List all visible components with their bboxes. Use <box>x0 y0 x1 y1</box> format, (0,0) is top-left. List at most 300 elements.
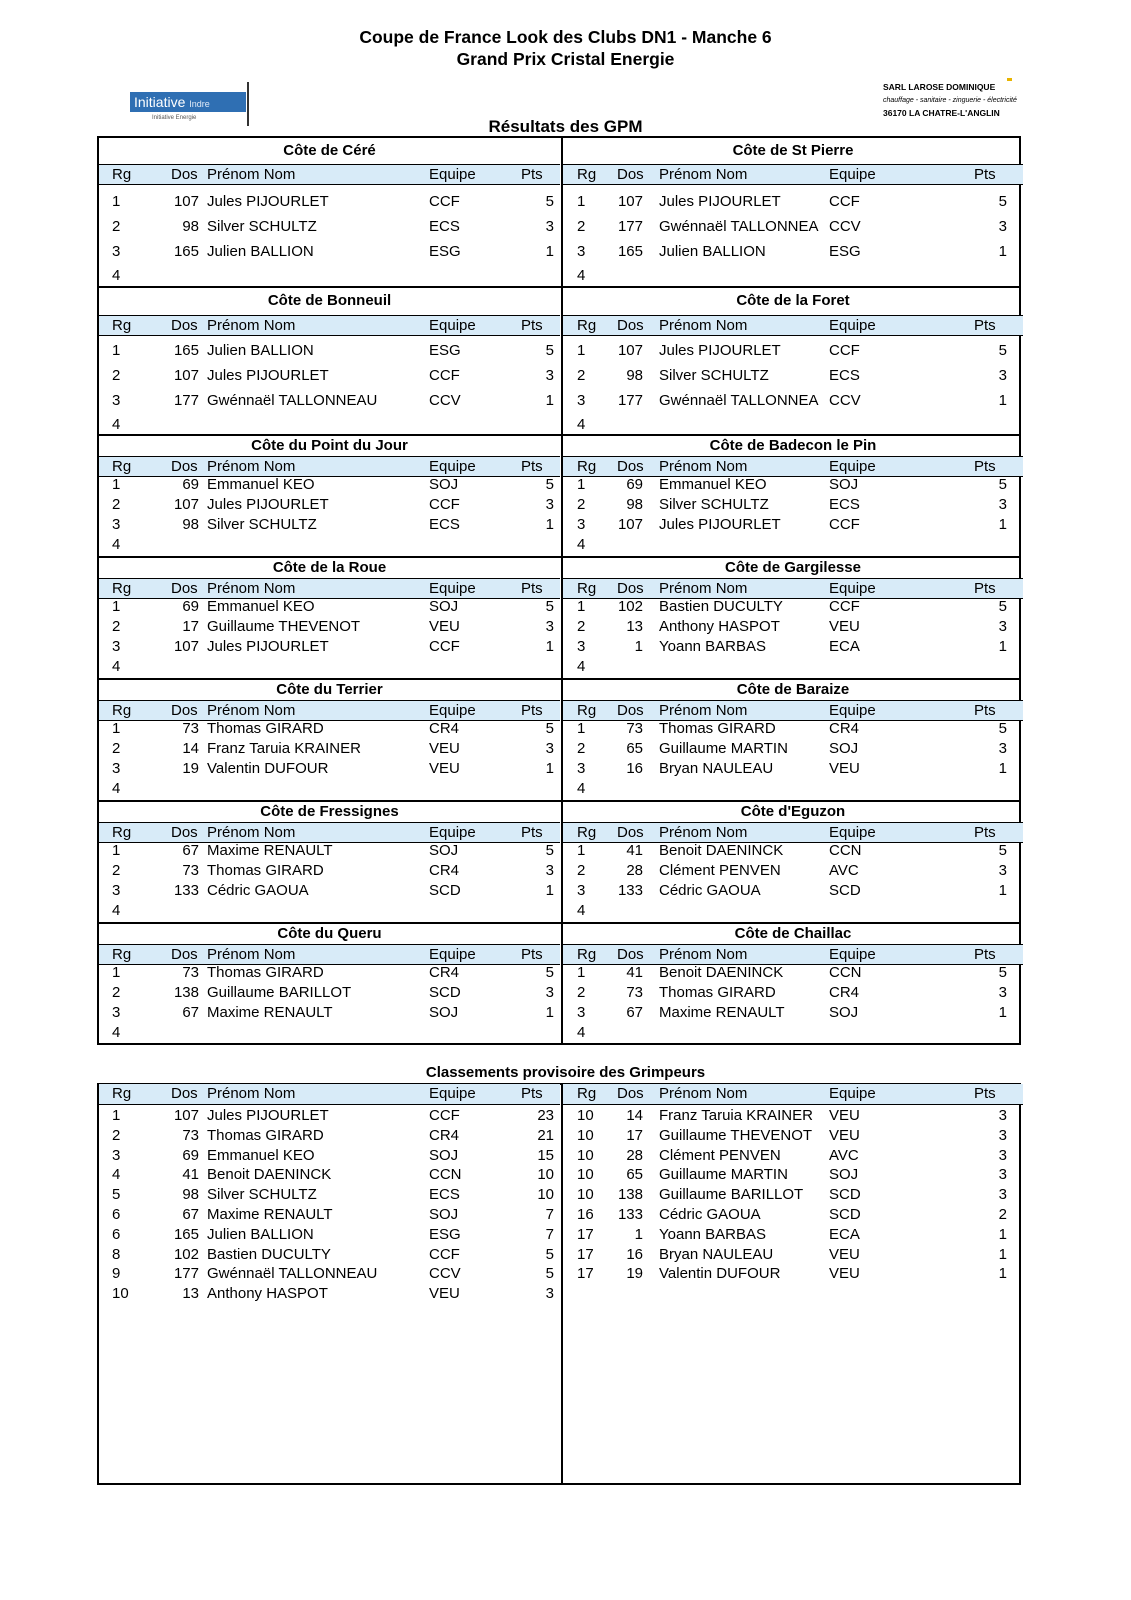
row-cell-pts: 1 <box>998 1004 1007 1021</box>
column-header-dos: Dos <box>617 1085 644 1102</box>
row-cell-equipe: ECS <box>829 496 860 513</box>
standings-cell-rg: 3 <box>112 1146 121 1164</box>
column-header-dos: Dos <box>617 317 644 334</box>
row-cell-dos: 133 <box>173 882 199 899</box>
document-title: Coupe de France Look des Clubs DN1 - Manche 6 <box>359 27 772 47</box>
row-cell-equipe: CCF <box>829 598 860 615</box>
row-cell-rg: 1 <box>112 342 121 359</box>
row-cell-dos: 107 <box>173 638 199 655</box>
row-cell-equipe: CR4 <box>429 720 460 737</box>
column-header-dos: Dos <box>171 458 198 475</box>
column-header-nom: Prénom Nom <box>207 702 296 719</box>
row-cell-rg: 2 <box>577 984 586 1001</box>
row-cell-dos: 73 <box>182 862 199 879</box>
row-cell-nom: Jules PIJOURLET <box>659 516 781 533</box>
row-cell-rg: 4 <box>112 267 121 284</box>
row-cell-rg: 1 <box>112 598 121 615</box>
column-header-pts: Pts <box>974 702 996 719</box>
row-cell-rg: 3 <box>112 1004 121 1021</box>
row-cell-rg: 1 <box>112 476 121 493</box>
column-header-rg: Rg <box>112 824 132 841</box>
column-header-nom: Prénom Nom <box>207 580 296 597</box>
standings-cell-pts: 1 <box>998 1265 1007 1283</box>
column-header-equipe: Equipe <box>429 824 476 841</box>
column-header-pts: Pts <box>974 580 996 597</box>
standings-cell-nom: Bryan NAULEAU <box>659 1245 774 1263</box>
row-cell-dos: 165 <box>173 243 199 260</box>
column-header-nom: Prénom Nom <box>659 824 748 841</box>
column-header-equipe: Equipe <box>829 317 876 334</box>
standings-cell-pts: 7 <box>545 1225 554 1243</box>
climb-name: Côte de la Foret <box>736 292 850 309</box>
row-cell-equipe: SOJ <box>829 1004 859 1021</box>
climb-name: Côte de Céré <box>283 142 376 159</box>
column-header-row <box>563 456 1023 477</box>
standings-cell-rg: 17 <box>577 1245 594 1263</box>
column-header-row <box>99 578 560 599</box>
column-header-equipe: Equipe <box>429 702 476 719</box>
row-cell-rg: 3 <box>112 760 121 777</box>
climbs-bottom-border <box>97 1043 1021 1045</box>
standings-cell-equipe: SOJ <box>829 1166 859 1184</box>
column-header-equipe: Equipe <box>429 1085 476 1102</box>
standings-cell-nom: Clément PENVEN <box>659 1146 781 1164</box>
row-cell-equipe: ESG <box>829 243 861 260</box>
climb-table-left <box>99 138 560 286</box>
standings-cell-dos: 19 <box>626 1265 643 1283</box>
row-cell-rg: 4 <box>577 780 586 797</box>
row-cell-equipe: SOJ <box>429 842 459 859</box>
standings-cell-nom: Yoann BARBAS <box>659 1225 767 1243</box>
row-cell-rg: 3 <box>112 638 121 655</box>
row-cell-dos: 14 <box>182 740 199 757</box>
standings-cell-rg: 8 <box>112 1245 121 1263</box>
row-cell-nom: Jules PIJOURLET <box>659 342 781 359</box>
row-cell-nom: Silver SCHULTZ <box>207 516 317 533</box>
column-header-equipe: Equipe <box>829 946 876 963</box>
row-cell-nom: Maxime RENAULT <box>207 1004 333 1021</box>
row-cell-nom: Jules PIJOURLET <box>659 193 781 210</box>
row-cell-dos: 73 <box>626 720 643 737</box>
row-cell-rg: 2 <box>112 740 121 757</box>
column-header-pts: Pts <box>521 1085 543 1102</box>
row-cell-rg: 3 <box>577 638 586 655</box>
column-header-equipe: Equipe <box>429 166 476 183</box>
row-cell-rg: 3 <box>577 243 586 260</box>
standings-cell-pts: 23 <box>537 1107 554 1124</box>
climb-section <box>97 678 1021 800</box>
standings-cell-pts: 21 <box>537 1126 554 1144</box>
column-header-rg: Rg <box>577 702 597 719</box>
row-cell-rg: 4 <box>112 1024 121 1041</box>
column-header-row <box>563 700 1023 721</box>
row-cell-nom: Bryan NAULEAU <box>659 760 774 777</box>
row-cell-rg: 3 <box>577 516 586 533</box>
row-cell-dos: 107 <box>173 367 199 384</box>
row-cell-nom: Anthony HASPOT <box>659 618 780 635</box>
row-cell-dos: 67 <box>182 842 199 859</box>
row-cell-equipe: ECS <box>829 367 860 384</box>
row-cell-nom: Yoann BARBAS <box>659 638 767 655</box>
standings-cell-pts: 3 <box>998 1166 1007 1184</box>
row-cell-equipe: CCV <box>829 392 861 409</box>
row-cell-nom: Julien BALLION <box>659 243 766 260</box>
row-cell-pts: 1 <box>545 882 554 899</box>
column-header-row <box>99 944 560 965</box>
row-cell-pts: 3 <box>998 496 1007 513</box>
row-cell-equipe: CCF <box>829 193 860 210</box>
row-cell-equipe: SOJ <box>829 476 859 493</box>
row-cell-nom: Thomas GIRARD <box>659 720 776 737</box>
row-cell-dos: 165 <box>617 243 643 260</box>
row-cell-equipe: CCN <box>829 842 862 859</box>
row-cell-rg: 3 <box>577 1004 586 1021</box>
standings-cell-nom: Bastien DUCULTY <box>207 1245 331 1263</box>
row-cell-dos: 107 <box>617 193 643 210</box>
standings-cell-dos: 73 <box>182 1126 199 1144</box>
standings-cell-rg: 2 <box>112 1126 121 1144</box>
climb-name: Côte de Baraize <box>736 681 850 698</box>
column-header-rg: Rg <box>112 458 132 475</box>
column-header-equipe: Equipe <box>429 458 476 475</box>
standings-cell-equipe: CR4 <box>429 1126 460 1144</box>
document-subtitle: Grand Prix Cristal Energie <box>456 49 675 69</box>
row-cell-nom: Emmanuel KEO <box>207 476 315 493</box>
column-header-nom: Prénom Nom <box>207 317 296 334</box>
row-cell-rg: 1 <box>577 476 586 493</box>
standings-cell-equipe: CCN <box>429 1166 462 1184</box>
column-header-nom: Prénom Nom <box>659 166 748 183</box>
column-header-pts: Pts <box>521 824 543 841</box>
row-cell-dos: 133 <box>617 882 643 899</box>
row-cell-rg: 1 <box>577 598 586 615</box>
column-header-row <box>563 578 1023 599</box>
row-cell-rg: 4 <box>112 902 121 919</box>
row-cell-rg: 2 <box>112 218 121 235</box>
climb-table-right <box>561 802 1023 922</box>
column-header-rg: Rg <box>577 946 597 963</box>
row-cell-dos: 13 <box>626 618 643 635</box>
row-cell-dos: 138 <box>173 984 199 1001</box>
climb-table-right <box>561 436 1023 556</box>
row-cell-equipe: SOJ <box>429 1004 459 1021</box>
column-header-pts: Pts <box>521 458 543 475</box>
row-cell-nom: Silver SCHULTZ <box>659 367 769 384</box>
standings-cell-dos: 138 <box>617 1186 643 1204</box>
column-header-equipe: Equipe <box>429 317 476 334</box>
row-cell-nom: Gwénnaël TALLONNEA <box>659 218 819 235</box>
standings-cell-rg: 6 <box>112 1225 121 1243</box>
row-cell-equipe: CCF <box>829 516 860 533</box>
standings-left <box>99 1085 560 1483</box>
row-cell-pts: 3 <box>998 740 1007 757</box>
row-cell-rg: 3 <box>577 882 586 899</box>
row-cell-nom: Jules PIJOURLET <box>207 638 329 655</box>
row-cell-rg: 2 <box>577 218 586 235</box>
column-header-equipe: Equipe <box>829 166 876 183</box>
sponsor-line-3: 36170 LA CHATRE-L'ANGLIN <box>883 108 1000 118</box>
column-header-row <box>563 822 1023 843</box>
sponsor-line-2: chauffage - sanitaire - zinguerie - électricité <box>883 97 1017 104</box>
column-header-pts: Pts <box>974 946 996 963</box>
climb-name: Côte de St Pierre <box>732 142 854 159</box>
row-cell-pts: 3 <box>998 862 1007 879</box>
column-header-row <box>563 944 1023 965</box>
column-header-nom: Prénom Nom <box>207 166 296 183</box>
climb-table-left <box>99 680 560 800</box>
results-section-title: Résultats des GPM <box>488 117 643 136</box>
row-cell-pts: 3 <box>998 618 1007 635</box>
row-cell-pts: 1 <box>998 516 1007 533</box>
row-cell-pts: 5 <box>545 720 554 737</box>
column-header-row <box>99 822 560 843</box>
standings-cell-dos: 177 <box>173 1265 199 1283</box>
row-cell-pts: 5 <box>545 598 554 615</box>
row-cell-equipe: ESG <box>429 342 461 359</box>
standings-cell-dos: 107 <box>173 1107 199 1124</box>
climb-table-left <box>99 924 560 1044</box>
standings-cell-nom: Gwénnaël TALLONNEAU <box>207 1265 378 1283</box>
column-header-equipe: Equipe <box>829 702 876 719</box>
column-header-row <box>563 1084 1023 1105</box>
standings-cell-equipe: VEU <box>829 1107 860 1124</box>
standings-cell-pts: 2 <box>998 1206 1007 1223</box>
row-cell-rg: 1 <box>577 193 586 210</box>
row-cell-nom: Clément PENVEN <box>659 862 781 879</box>
standings-cell-nom: Benoit DAENINCK <box>207 1166 332 1184</box>
row-cell-equipe: AVC <box>829 862 859 879</box>
standings-cell-dos: 14 <box>626 1107 643 1124</box>
standings-cell-nom: Jules PIJOURLET <box>207 1107 329 1124</box>
standings-cell-equipe: VEU <box>829 1265 860 1283</box>
row-cell-equipe: CCF <box>429 638 460 655</box>
row-cell-nom: Julien BALLION <box>207 342 314 359</box>
column-header-nom: Prénom Nom <box>659 702 748 719</box>
row-cell-pts: 5 <box>545 193 554 210</box>
row-cell-equipe: CR4 <box>829 984 860 1001</box>
standings-cell-nom: Guillaume BARILLOT <box>659 1186 804 1204</box>
row-cell-dos: 107 <box>617 342 643 359</box>
row-cell-pts: 3 <box>545 496 554 513</box>
standings-cell-rg: 9 <box>112 1265 121 1283</box>
standings-cell-equipe: CCF <box>429 1107 460 1124</box>
row-cell-rg: 1 <box>112 964 121 981</box>
row-cell-dos: 69 <box>182 476 199 493</box>
climb-name: Côte de la Roue <box>272 559 387 576</box>
row-cell-dos: 19 <box>182 760 199 777</box>
row-cell-rg: 4 <box>112 416 121 433</box>
standings-cell-nom: Valentin DUFOUR <box>659 1265 781 1283</box>
standings-cell-pts: 3 <box>998 1107 1007 1124</box>
row-cell-dos: 73 <box>626 984 643 1001</box>
standings-cell-rg: 10 <box>577 1166 594 1184</box>
row-cell-rg: 3 <box>112 243 121 260</box>
row-cell-nom: Guillaume BARILLOT <box>207 984 352 1001</box>
standings-cell-nom: Maxime RENAULT <box>207 1206 333 1223</box>
row-cell-pts: 1 <box>998 243 1007 260</box>
row-cell-pts: 3 <box>545 218 554 235</box>
standings-cell-dos: 16 <box>626 1245 643 1263</box>
standings-cell-equipe: CCF <box>429 1245 460 1263</box>
row-cell-rg: 1 <box>112 720 121 737</box>
column-header-nom: Prénom Nom <box>207 1085 296 1102</box>
row-cell-pts: 3 <box>545 367 554 384</box>
standings-cell-dos: 69 <box>182 1146 199 1164</box>
column-header-pts: Pts <box>974 824 996 841</box>
row-cell-rg: 3 <box>112 882 121 899</box>
row-cell-equipe: CCF <box>429 496 460 513</box>
standings-cell-dos: 165 <box>173 1225 199 1243</box>
column-header-equipe: Equipe <box>829 458 876 475</box>
standings-cell-pts: 1 <box>998 1225 1007 1243</box>
row-cell-rg: 2 <box>112 496 121 513</box>
column-header-dos: Dos <box>171 580 198 597</box>
standings-cell-nom: Anthony HASPOT <box>207 1285 328 1303</box>
column-header-equipe: Equipe <box>429 946 476 963</box>
standings-cell-rg: 17 <box>577 1225 594 1243</box>
standings-cell-rg: 16 <box>577 1206 594 1223</box>
column-header-row <box>99 315 560 336</box>
column-header-dos: Dos <box>171 946 198 963</box>
logo-left-text: Initiative <box>134 94 186 110</box>
row-cell-dos: 98 <box>182 218 199 235</box>
column-header-dos: Dos <box>617 166 644 183</box>
row-cell-pts: 1 <box>545 516 554 533</box>
row-cell-equipe: CCV <box>829 218 861 235</box>
row-cell-pts: 1 <box>998 638 1007 655</box>
row-cell-dos: 107 <box>617 516 643 533</box>
row-cell-nom: Benoit DAENINCK <box>659 964 784 981</box>
row-cell-pts: 5 <box>998 476 1007 493</box>
row-cell-dos: 98 <box>626 367 643 384</box>
column-header-dos: Dos <box>171 317 198 334</box>
row-cell-dos: 177 <box>617 218 643 235</box>
column-header-equipe: Equipe <box>429 580 476 597</box>
climb-section <box>97 922 1021 1044</box>
row-cell-nom: Jules PIJOURLET <box>207 496 329 513</box>
column-header-pts: Pts <box>521 702 543 719</box>
column-header-row <box>99 1084 560 1105</box>
row-cell-equipe: VEU <box>829 618 860 635</box>
column-header-nom: Prénom Nom <box>659 458 748 475</box>
row-cell-rg: 2 <box>577 862 586 879</box>
row-cell-equipe: SCD <box>429 882 461 899</box>
standings-title: Classements provisoire des Grimpeurs <box>425 1064 706 1081</box>
column-header-pts: Pts <box>974 317 996 334</box>
row-cell-pts: 5 <box>545 964 554 981</box>
row-cell-nom: Maxime RENAULT <box>659 1004 785 1021</box>
standings-cell-pts: 15 <box>537 1146 554 1164</box>
climb-table-right <box>561 924 1023 1044</box>
row-cell-pts: 5 <box>545 342 554 359</box>
row-cell-dos: 177 <box>617 392 643 409</box>
column-header-rg: Rg <box>112 166 132 183</box>
column-header-pts: Pts <box>521 580 543 597</box>
column-header-dos: Dos <box>617 946 644 963</box>
climb-table-left <box>99 288 560 434</box>
standings-cell-equipe: CCV <box>429 1265 461 1283</box>
standings-cell-nom: Emmanuel KEO <box>207 1146 315 1164</box>
row-cell-rg: 2 <box>577 740 586 757</box>
standings-cell-dos: 98 <box>182 1186 199 1204</box>
row-cell-nom: Thomas GIRARD <box>207 862 324 879</box>
row-cell-dos: 177 <box>173 392 199 409</box>
climb-name: Côte de Gargilesse <box>725 559 861 576</box>
row-cell-pts: 1 <box>545 243 554 260</box>
standings-cell-rg: 6 <box>112 1206 121 1223</box>
standings-cell-rg: 10 <box>577 1146 594 1164</box>
row-cell-dos: 1 <box>634 638 643 655</box>
column-header-nom: Prénom Nom <box>207 946 296 963</box>
row-cell-equipe: SOJ <box>429 598 459 615</box>
column-header-nom: Prénom Nom <box>659 580 748 597</box>
row-cell-pts: 5 <box>998 598 1007 615</box>
row-cell-rg: 3 <box>112 392 121 409</box>
column-header-dos: Dos <box>171 166 198 183</box>
row-cell-equipe: CCN <box>829 964 862 981</box>
standings-cell-pts: 7 <box>545 1206 554 1223</box>
row-cell-rg: 2 <box>112 862 121 879</box>
row-cell-rg: 4 <box>577 902 586 919</box>
row-cell-dos: 65 <box>626 740 643 757</box>
standings-cell-rg: 1 <box>112 1107 121 1124</box>
row-cell-nom: Thomas GIRARD <box>207 964 324 981</box>
row-cell-pts: 3 <box>545 740 554 757</box>
standings-cell-equipe: ECS <box>429 1186 460 1204</box>
row-cell-nom: Cédric GAOUA <box>659 882 761 899</box>
row-cell-nom: Benoit DAENINCK <box>659 842 784 859</box>
row-cell-rg: 4 <box>112 658 121 675</box>
row-cell-nom: Emmanuel KEO <box>207 598 315 615</box>
standings-cell-dos: 17 <box>626 1126 643 1144</box>
row-cell-pts: 3 <box>545 862 554 879</box>
climb-name: Côte d'Eguzon <box>740 803 846 820</box>
row-cell-dos: 73 <box>182 720 199 737</box>
climb-name: Côte de Bonneuil <box>267 292 392 309</box>
standings-cell-equipe: VEU <box>829 1245 860 1263</box>
row-cell-rg: 1 <box>577 342 586 359</box>
column-header-pts: Pts <box>974 166 996 183</box>
row-cell-equipe: ECS <box>429 218 460 235</box>
column-header-dos: Dos <box>171 824 198 841</box>
row-cell-equipe: CCF <box>829 342 860 359</box>
row-cell-rg: 4 <box>577 658 586 675</box>
column-header-dos: Dos <box>617 580 644 597</box>
standings-cell-rg: 10 <box>577 1186 594 1204</box>
row-cell-nom: Silver SCHULTZ <box>659 496 769 513</box>
standings-cell-equipe: SOJ <box>429 1146 459 1164</box>
standings-cell-equipe: ESG <box>429 1225 461 1243</box>
row-cell-pts: 3 <box>545 984 554 1001</box>
row-cell-nom: Cédric GAOUA <box>207 882 309 899</box>
column-header-rg: Rg <box>577 458 597 475</box>
row-cell-pts: 5 <box>998 720 1007 737</box>
standings-cell-nom: Franz Taruia KRAINER <box>659 1107 813 1124</box>
row-cell-dos: 16 <box>626 760 643 777</box>
standings-cell-dos: 102 <box>173 1245 199 1263</box>
row-cell-rg: 1 <box>112 842 121 859</box>
row-cell-equipe: VEU <box>829 760 860 777</box>
row-cell-dos: 41 <box>626 964 643 981</box>
standings-cell-pts: 1 <box>998 1245 1007 1263</box>
standings-cell-pts: 10 <box>537 1186 554 1204</box>
column-header-nom: Prénom Nom <box>659 317 748 334</box>
row-cell-dos: 98 <box>182 516 199 533</box>
standings-cell-equipe: AVC <box>829 1146 859 1164</box>
climb-table-left <box>99 436 560 556</box>
column-header-row <box>99 164 560 185</box>
standings-cell-dos: 13 <box>182 1285 199 1303</box>
